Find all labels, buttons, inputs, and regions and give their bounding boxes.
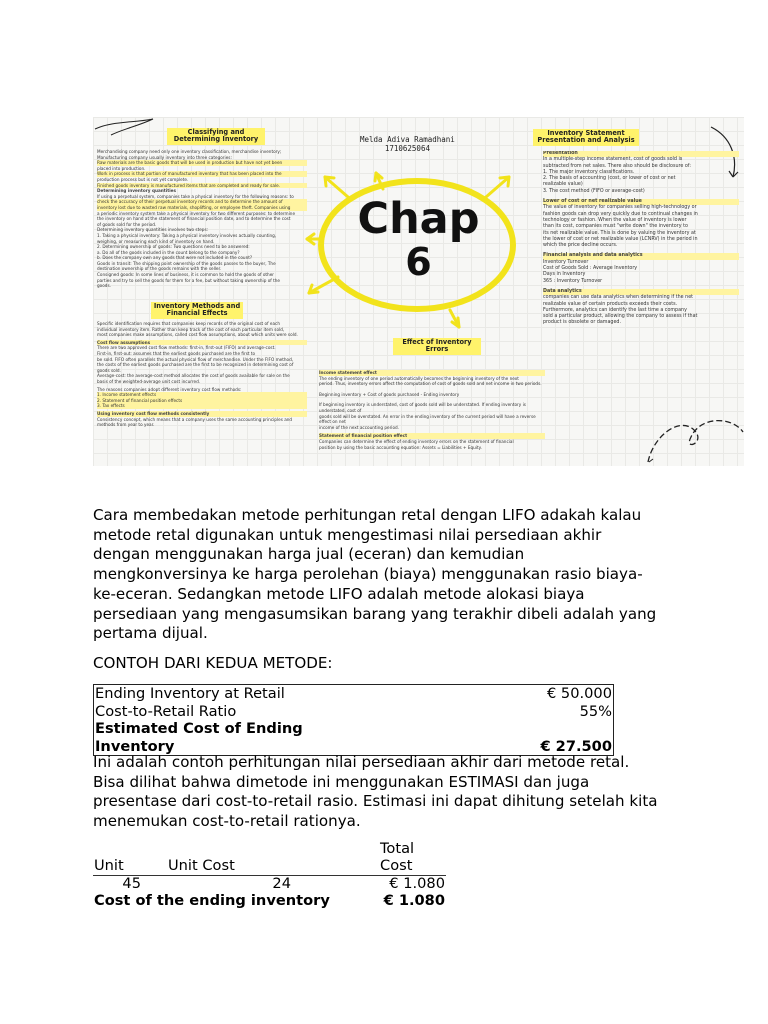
note-line: Inventory Turnover — [543, 259, 589, 265]
note-line: Furthermore, analytics can identify the last time a company — [543, 307, 687, 313]
note-line: Determining inventory quantities involves two steps: — [97, 227, 209, 233]
note-line: goods sold will be overstated. An error in the ending inventory of the current period will have a reverse effect on net — [319, 413, 536, 425]
note-line: Income statement effect — [319, 370, 545, 376]
note-line: 3. The cost method (FIFO or average-cost) — [543, 188, 645, 194]
cell-unit-cost: 24 — [272, 875, 291, 892]
note-line: Statement of financial position effect — [319, 433, 545, 439]
note-line: Days in Inventory — [543, 272, 586, 278]
example-heading-text: CONTOH DARI KEDUA METODE: — [93, 654, 333, 672]
retail-table — [93, 684, 614, 756]
author-id: 1710625064 — [384, 144, 430, 153]
note-line: 1. Income statement effects — [97, 392, 307, 398]
note-line: than its cost, companies must "write down" the inventory to — [543, 224, 688, 230]
paragraph-line: pertama dijual. — [93, 624, 208, 643]
example-heading — [93, 654, 683, 674]
lifo-total-value: € 1.080 — [383, 891, 445, 909]
table-row — [93, 876, 446, 893]
topic-classifying: Classifying and Determining Inventory — [167, 128, 265, 145]
note-line: basis of the weighted-average unit cost incurred. — [97, 378, 201, 384]
col-header-total-cost — [379, 841, 446, 876]
note-line: goods sold. — [97, 367, 121, 373]
note-line: most companies make assumptions, called cost flow assumptions, about which units were sold. — [97, 332, 298, 338]
note-line: If beginning inventory is understated, cost of goods sold will be understated. If ending inventory is understated, cost of — [319, 402, 526, 413]
note-line: sold a particular product, allowing the company to assess if that — [543, 314, 698, 320]
note-line: subtracted from net sales. There also should be disclosure of: — [543, 163, 691, 169]
table-header-row — [93, 841, 446, 876]
note-line: Merchandising company need only one inventory classification, merchandise inventory; — [97, 149, 282, 154]
note-line: 2. The basis of accounting (cost, or lower of cost or net — [543, 176, 676, 182]
note-line: product is obsolete or damaged. — [543, 320, 621, 326]
note-line: production process but is not yet complete. — [97, 176, 189, 182]
note-line: Cost of Goods Sold : Average Inventory — [543, 266, 638, 272]
note-line: Beginning inventory + Cost of goods purchased - Ending inventory — [319, 391, 460, 397]
note-line: Manufacturing company usually inventory into three categories: — [97, 154, 232, 160]
note-line: goods. — [97, 283, 111, 289]
note-line: methods from year to year. — [97, 422, 155, 428]
errors-notes — [319, 370, 545, 462]
note-line: destination ownership of the goods remains with the seller. — [97, 266, 222, 272]
note-line: If using a perpetual system, companies take a physical inventory for the following reasons: to — [97, 193, 294, 199]
note-line: period. Thus, inventory errors affect the computation of cost of goods sold and net income in two periods. — [319, 381, 542, 387]
paragraph-line: persediaan yang mengasumsikan barang yang terakhir dibeli adalah yang — [93, 604, 657, 623]
col-header-total-line2: Cost — [380, 856, 413, 874]
note-line: In a multiple-step income statement, cost of goods sold is — [543, 157, 683, 163]
note-line: the inventory on hand at the statement of financial position date, and to determine the cost — [97, 216, 291, 222]
paragraph-line: dengan menggunakan harga jual (eceran) dan kemudian — [93, 545, 525, 564]
doodle-scribble — [95, 119, 153, 135]
note-line: The value of inventory for companies selling high-technology or — [543, 205, 697, 211]
center-title — [331, 194, 506, 284]
note-line: Work in process is that portion of manufactured inventory that has been placed into the — [97, 171, 307, 177]
note-line: be sold. FIFO often parallels the actual physical flow of merchandise. Under the FIFO method, — [97, 356, 294, 362]
note-line: income of the next accounting period. — [319, 424, 400, 430]
col-header-total-line1: Total — [380, 840, 415, 857]
paragraph-line: Bisa dilihat bahwa dimetode ini menggunakan ESTIMASI dan juga — [93, 772, 590, 791]
note-line: its net realizable value. This is done by valuing the inventory at — [543, 230, 696, 236]
col-header-spacer — [269, 841, 379, 876]
center-title-line2: 6 — [405, 240, 432, 284]
methods-notes — [97, 321, 307, 461]
note-line: individual inventory item. Rather than keep track of the cost of each particular item sold, — [97, 326, 285, 332]
retail-value: 55% — [579, 702, 612, 720]
paragraph-line: metode retal digunakan untuk mengestimasi nilai persediaan akhir — [93, 525, 602, 544]
note-line: Determining inventory quantities — [97, 188, 176, 194]
note-line: 1. Taking a physical inventory: Taking a physical inventory involves actually counting, — [97, 232, 277, 238]
paragraph-line: Ini adalah contoh perhitungan nilai persediaan akhir dari metode retal. — [93, 753, 630, 771]
note-line: Consistency concept, which means that a company uses the same accounting principles and — [97, 416, 293, 422]
note-line: inventory lost due to wasted raw materials, shoplifting, or employee theft. Companies using — [97, 205, 307, 211]
note-line: Goods in transit: The shipping point ownership of the goods passes to the buyer, The — [97, 260, 276, 266]
statement-notes — [543, 151, 739, 371]
note-line: First-in, first-out: assumes that the earliest goods purchased are the first to — [97, 350, 256, 356]
note-line: position by using the basic accounting equation: Assets = Liabilities + Equity. — [319, 444, 482, 450]
note-line: The reasons companies adopt different inventory cost flow methods: — [97, 386, 242, 392]
retail-label: Ending Inventory at Retail — [95, 685, 285, 702]
table-row — [94, 685, 614, 703]
retail-value: € 50.000 — [547, 685, 612, 702]
note-line: 1. The major inventory classifications. — [543, 169, 635, 175]
topic-errors: Effect of Inventory Errors — [393, 338, 481, 355]
note-line: parties and try to sell the goods for them for a fee, but without taking ownership of the — [97, 277, 280, 283]
paragraph-line: ke-eceran. Sedangkan metode LIFO adalah metode alokasi biaya — [93, 584, 585, 603]
col-header-unit-cost: Unit Cost — [167, 841, 269, 876]
note-line: the lower of cost or net realizable value (LCNRV) in the period in — [543, 236, 698, 242]
topic-statement: Inventory Statement Presentation and Analysis — [533, 129, 639, 146]
note-line: check the accuracy of their perpetual inventory records and to determine the amount of — [97, 199, 307, 205]
note-line: weighing, or measuring each kind of inventory on hand. — [97, 238, 215, 244]
paragraph-line: presentase dari cost-to-retail rasio. Estimasi ini dapat dihitung setelah kita — [93, 792, 658, 811]
note-line: placed into production. — [97, 165, 146, 171]
note-line: Companies can determine the effect of ending inventory errors on the statement of financial — [319, 438, 514, 444]
note-line: Financial analysis and data analytics — [543, 253, 739, 259]
note-line: There are two approved cost flow methods: first-in, first-out (FIFO) and average-cost. — [97, 345, 276, 351]
paragraph-line: menemukan cost-to-retail rationya. — [93, 812, 361, 831]
author-block — [360, 135, 455, 153]
note-line: Raw materials are the basic goods that will be used in production but have not yet been — [97, 160, 307, 166]
note-line: of goods sold for the period. — [97, 221, 157, 227]
retail-total-value: € 27.500 — [540, 737, 612, 755]
classifying-notes — [97, 149, 307, 301]
note-line: a. Do all of the goods included in the count belong to the company? — [97, 249, 240, 255]
note-line: The ending inventory of one period automatically becomes the beginning inventory of the next — [319, 375, 519, 381]
topic-methods: Inventory Methods and Financial Effects — [151, 302, 243, 319]
note-line: Average-cost: the average-cost method allocates the cost of goods available for sale on the — [97, 373, 290, 379]
table-row — [94, 703, 614, 721]
note-line: realizable value) — [543, 182, 583, 188]
cell-unit: 45 — [122, 875, 141, 892]
cell-total: € 1.080 — [389, 875, 445, 892]
doodle-curl — [648, 421, 743, 462]
note-line: 365 : Inventory Turnover — [543, 278, 603, 284]
retail-total-label-line2: Inventory — [95, 737, 175, 755]
table-total-row — [93, 893, 446, 910]
note-line: realizable value of certain products exceeds their costs. — [543, 301, 678, 307]
note-line: a periodic inventory system take a physical inventory for two different purposes: to determine — [97, 210, 296, 216]
paragraph-line: mengkonversinya ke harga perolehan (biaya) menggunakan rasio biaya- — [93, 565, 643, 584]
note-line: 2. Statement of financial position effects — [97, 398, 307, 404]
lifo-total-label: Cost of the ending inventory — [94, 891, 330, 909]
note-line: Specific identification requires that companies keep records of the original cost of each — [97, 321, 280, 326]
author-name: Melda Adiva Ramadhani — [360, 135, 455, 144]
lifo-table — [93, 841, 446, 909]
note-line: technology or fashion. When the value of inventory is lower — [543, 217, 687, 223]
retail-label: Cost-to-Retail Ratio — [95, 702, 237, 720]
note-line: Presentation — [543, 151, 739, 157]
retail-total-label-line1: Estimated Cost of Ending — [95, 720, 303, 737]
note-line: 2. Determining ownership of goods: Two questions need to be answered: — [97, 244, 250, 250]
note-line: Finished goods inventory is manufactured items that are completed and ready for sale. — [97, 183, 307, 189]
note-line: b. Does the company own any goods that were not included in the count? — [97, 255, 253, 261]
retail-explanation — [93, 753, 683, 832]
retail-total-label — [94, 720, 479, 756]
note-line: which the price decline occurs. — [543, 243, 618, 249]
intro-paragraph — [93, 506, 683, 644]
note-line: Cost flow assumptions — [97, 340, 307, 346]
col-header-unit: Unit — [93, 841, 167, 876]
center-title-line1: Chap — [357, 194, 480, 244]
note-line: 3. Tax effects — [97, 403, 307, 409]
note-line: the costs of the earliest goods purchased are the first to be recognized in determining cost of — [97, 362, 294, 368]
note-line: Lower of cost or net realizable value — [543, 199, 739, 205]
note-line: companies can use data analytics when determining if the net — [543, 295, 694, 301]
paragraph-line: Cara membedakan metode perhitungan retal dengan LIFO adakah kalau — [93, 506, 642, 524]
mindmap-image — [93, 117, 744, 466]
table-total-row — [94, 720, 614, 756]
note-line: Consigned goods: In some lines of business, it is common to hold the goods of other — [97, 272, 274, 278]
note-line: fashion goods can drop very quickly due to continual changes in — [543, 211, 698, 217]
note-line: Data analytics — [543, 289, 739, 295]
note-line: Using inventory cost flow methods consistently — [97, 411, 307, 417]
